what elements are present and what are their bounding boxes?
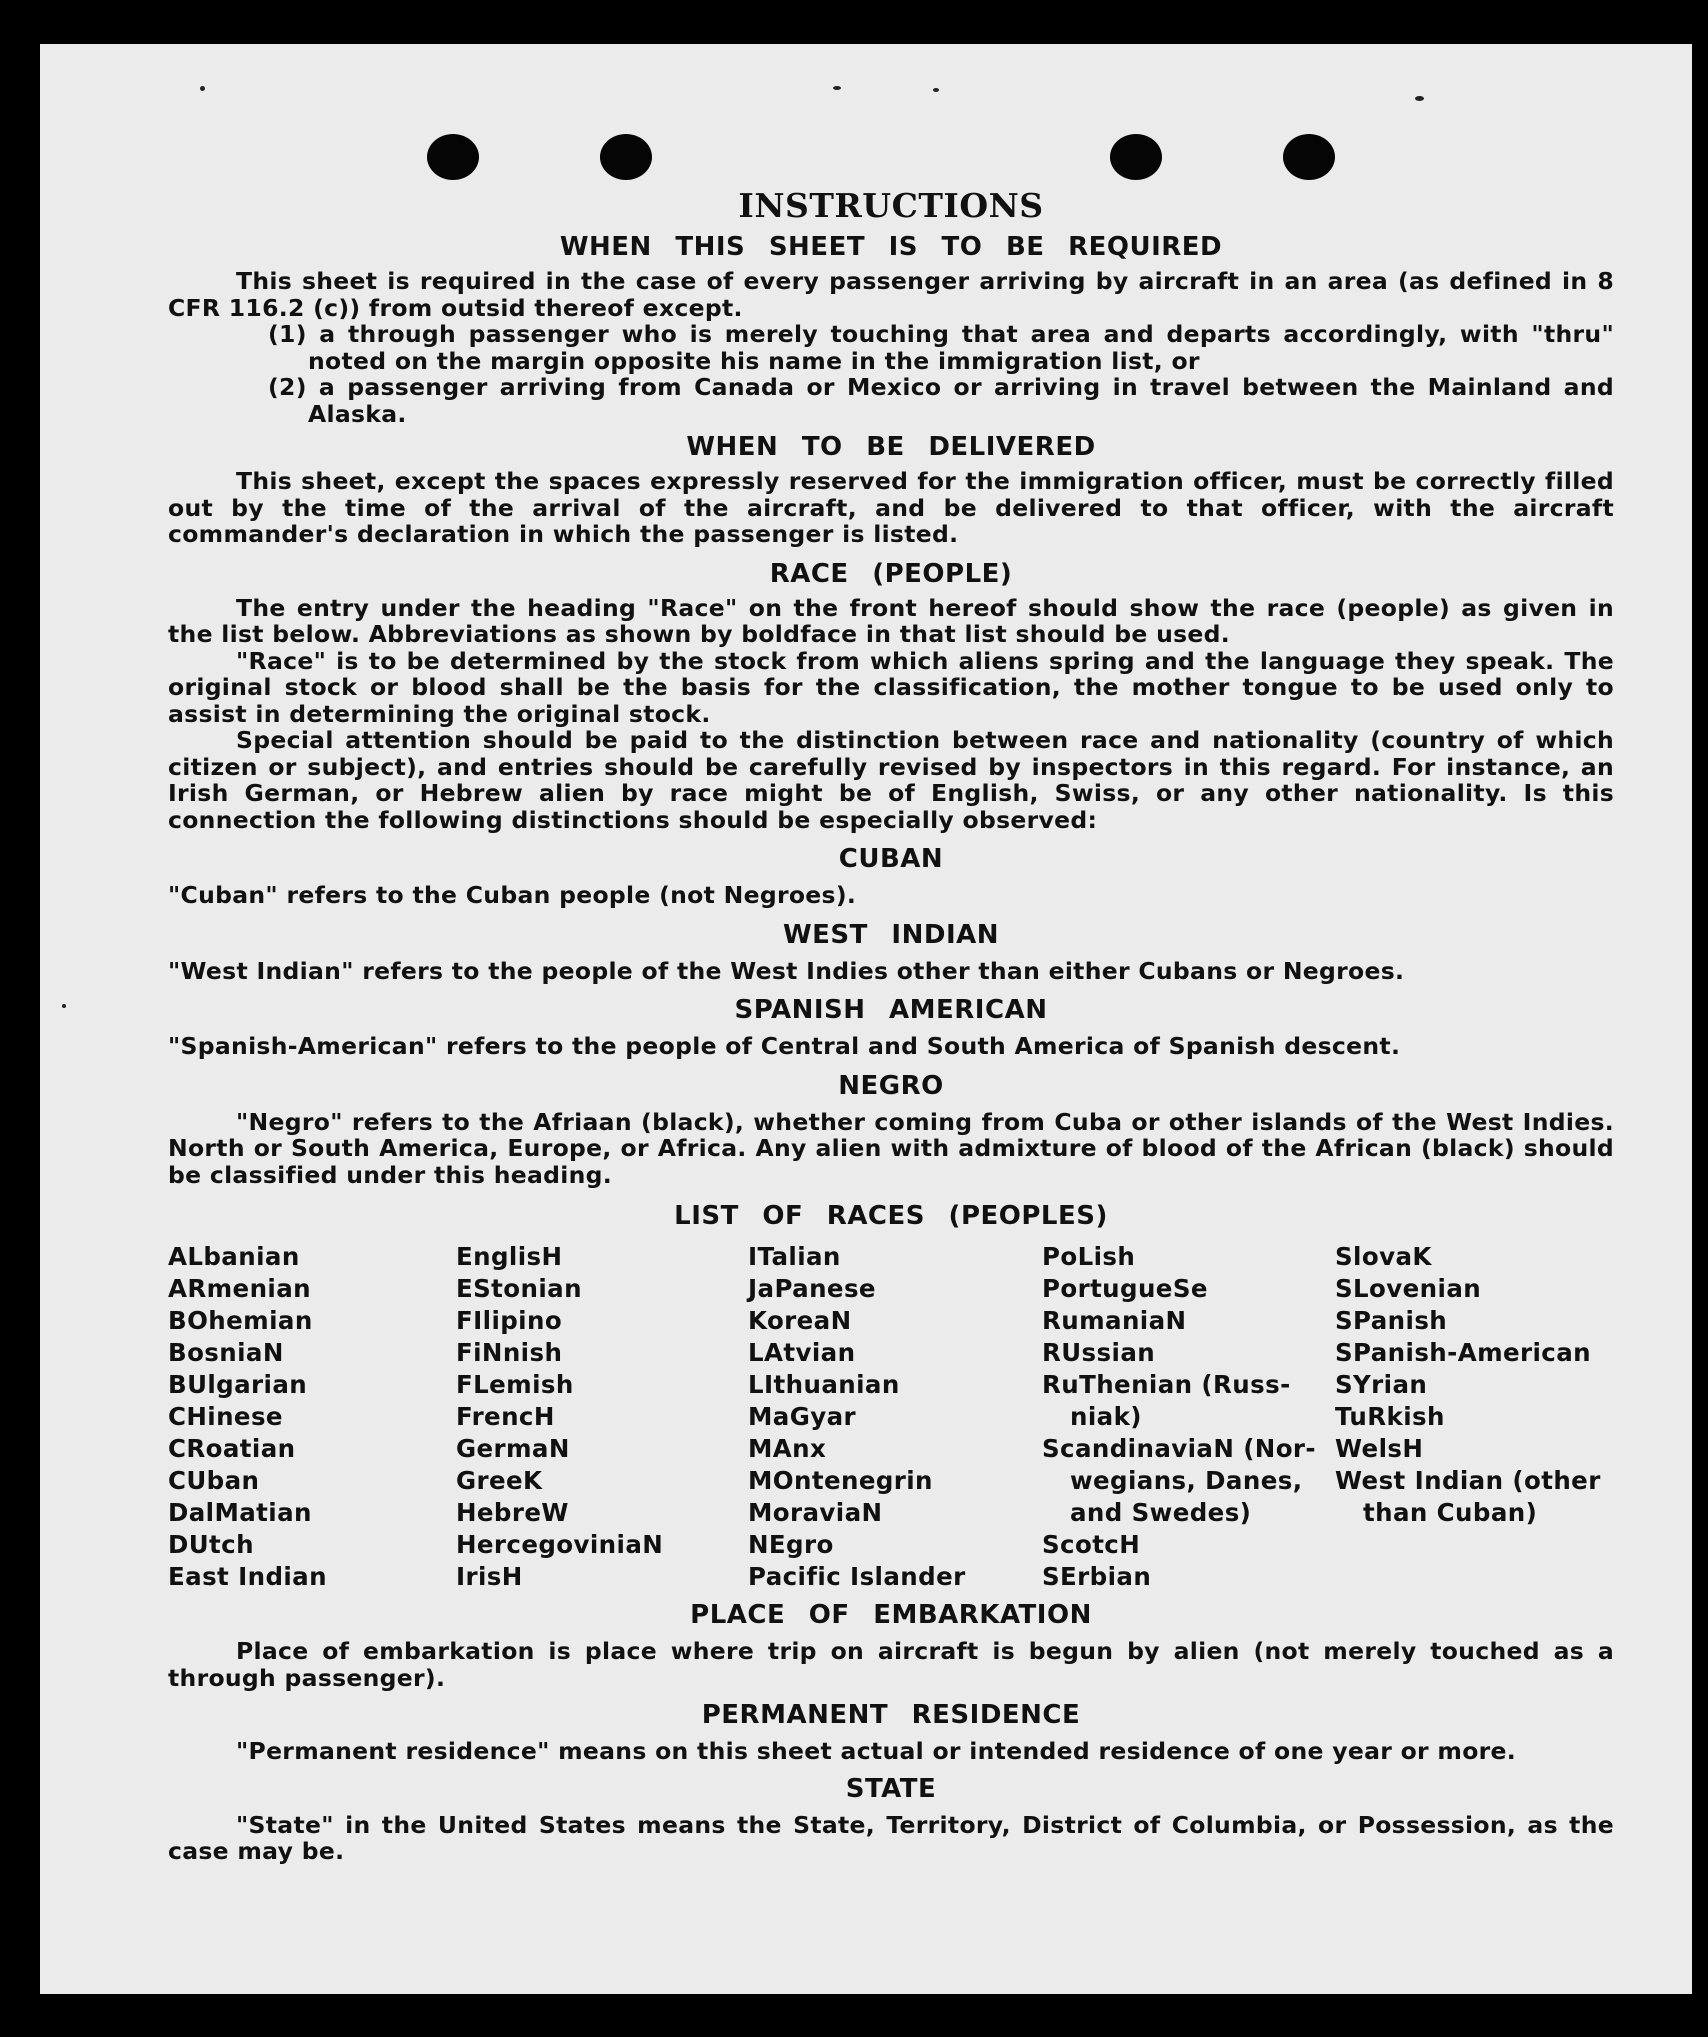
race-item: MoraviaN (748, 1498, 883, 1527)
page-title: INSTRUCTIONS (738, 186, 1044, 225)
race-item: TuRkish (1335, 1402, 1445, 1431)
negro-text: "Negro" refers to the Afriaan (black), whether coming from Cuba or other islands of the West Indies. North or South America, Europe, or Africa. Any alien with admixture of blood of the African (black) should be classified under this heading. (168, 1107, 1614, 1189)
race-item: EnglisH (456, 1242, 563, 1271)
spanish-american-text: "Spanish-American" refers to the people of Central and South America of Spanish descent. (168, 1032, 1401, 1060)
races-column-4 (1042, 1241, 1335, 1593)
race-item: ScotcH (1042, 1530, 1141, 1559)
punch-hole (427, 134, 479, 180)
race-item: SlovaK (1335, 1242, 1432, 1271)
race-item: BosniaN (168, 1338, 284, 1367)
race-item: LIthuanian (748, 1370, 900, 1399)
race-item: East Indian (168, 1562, 327, 1591)
speck (200, 86, 205, 91)
delivered-text: This sheet, except the spaces expressly reserved for the immigration officer, must be correctly filled out by the time of the arrival of the aircraft, and be delivered to that officer, with the aircraft commander's declaration in which the passenger is listed. (168, 467, 1614, 548)
races-column-1 (168, 1241, 456, 1593)
race-item: GermaN (456, 1434, 570, 1463)
race-item: KoreaN (748, 1306, 852, 1335)
race-item: JaPanese (748, 1274, 876, 1303)
section-heading-state: STATE (845, 1773, 937, 1804)
required-exception-2: (2) a passenger arriving from Canada or Mexico or arriving in travel between the Mainland and Alaska. (268, 373, 1614, 428)
races-column-2 (456, 1241, 748, 1593)
required-intro: This sheet is required in the case of every passenger arriving by aircraft in an area (as defined in 8 CFR 116.2 (c)) from outsid thereof except. (168, 267, 1614, 322)
race-item: SPanish-American (1335, 1338, 1591, 1367)
race-item: CHinese (168, 1402, 283, 1431)
race-item: SErbian (1042, 1562, 1152, 1591)
race-item: DUtch (168, 1530, 254, 1559)
race-item: PortugueSe (1042, 1274, 1208, 1303)
race-item: Pacific Islander (748, 1562, 966, 1591)
race-item: FrencH (456, 1402, 555, 1431)
race-paragraph-1: The entry under the heading "Race" on the front hereof should show the race (people) as given in the list below. Abbreviations as shown by boldface in that list should be used. (168, 593, 1614, 648)
section-heading-residence: PERMANENT RESIDENCE (701, 1700, 1081, 1730)
residence-text: "Permanent residence" means on this sheet actual or intended residence of one year or more. (236, 1737, 1516, 1765)
section-heading-required: WHEN THIS SHEET IS TO BE REQUIRED (559, 232, 1223, 262)
race-item: wegians, Danes, (1070, 1466, 1303, 1495)
race-item: WelsH (1335, 1434, 1424, 1463)
race-item: than Cuban) (1363, 1498, 1538, 1527)
race-item: HercegoviniaN (456, 1530, 664, 1559)
punch-hole (1283, 134, 1335, 180)
race-item: RumaniaN (1042, 1306, 1187, 1335)
race-item: FiNnish (456, 1338, 563, 1367)
races-column-5 (1335, 1241, 1614, 1593)
race-item: MOntenegrin (748, 1466, 933, 1495)
race-item: CRoatian (168, 1434, 296, 1463)
race-item: BOhemian (168, 1306, 313, 1335)
race-paragraph-3: Special attention should be paid to the distinction between race and nationality (country of which citizen or subject), and entries should be carefully revised by inspectors in this regard. For instance, an Irish German, or Hebrew alien by race might be of English, Swiss, or any other nationality. Is this connection the following distinctions should be especially observed: (168, 726, 1614, 834)
race-paragraph-2: "Race" is to be determined by the stock from which aliens spring and the language they speak. The original stock or blood shall be the basis for the classification, the mother tongue to be used only to assist in determining the original stock. (168, 646, 1614, 728)
race-item: ITalian (748, 1242, 841, 1271)
race-item: GreeK (456, 1466, 543, 1495)
race-item: HebreW (456, 1498, 569, 1527)
races-list (168, 1241, 1614, 1593)
embarkation-text: Place of embarkation is place where trip on aircraft is begun by alien (not merely touched as a through passenger). (168, 1637, 1614, 1692)
section-heading-cuban: CUBAN (838, 844, 944, 874)
race-item: SYrian (1335, 1370, 1428, 1399)
punch-hole (600, 134, 652, 180)
race-item: SLovenian (1335, 1274, 1482, 1303)
west-indian-text: "West Indian" refers to the people of the West Indies other than either Cubans or Negroes. (168, 956, 1405, 985)
section-heading-negro: NEGRO (838, 1070, 944, 1101)
document-page (40, 44, 1692, 1994)
speck (1415, 96, 1424, 101)
race-item: RUssian (1042, 1338, 1156, 1367)
race-item: EStonian (456, 1274, 582, 1303)
speck (62, 1004, 66, 1008)
race-item: ARmenian (168, 1274, 311, 1303)
required-exception-1: (1) a through passenger who is merely touching that area and departs accordingly, with "thru" noted on the margin opposite his name in the immigration list, or (268, 320, 1614, 375)
race-item: West Indian (other (1335, 1466, 1601, 1495)
race-item: MaGyar (748, 1402, 857, 1431)
section-heading-west-indian: WEST INDIAN (782, 919, 1000, 950)
race-item: SPanish (1335, 1306, 1448, 1335)
speck (933, 88, 939, 92)
race-item: FIlipino (456, 1306, 563, 1335)
race-item: ScandinaviaN (Nor- (1042, 1434, 1316, 1463)
race-item: CUban (168, 1466, 260, 1495)
race-item: BUlgarian (168, 1370, 308, 1399)
section-heading-delivered: WHEN TO BE DELIVERED (686, 432, 1096, 462)
race-item: LAtvian (748, 1338, 856, 1367)
speck (833, 86, 841, 90)
instructions-content (168, 186, 1614, 1865)
race-item: IrisH (456, 1562, 523, 1591)
section-heading-list-of-races: LIST OF RACES (PEOPLES) (674, 1201, 1108, 1231)
race-item: NEgro (748, 1530, 834, 1559)
section-heading-embarkation: PLACE OF EMBARKATION (690, 1600, 1092, 1630)
race-item: ALbanian (168, 1242, 300, 1271)
cuban-text: "Cuban" refers to the Cuban people (not Negroes). (168, 881, 857, 909)
race-item: RuThenian (Russ- (1042, 1370, 1291, 1399)
race-item: FLemish (456, 1370, 574, 1399)
state-text: "State" in the United States means the State, Territory, District of Columbia, or Possession, as the case may be. (168, 1810, 1614, 1865)
race-item: DalMatian (168, 1498, 312, 1527)
section-heading-spanish-american: SPANISH AMERICAN (734, 995, 1048, 1025)
race-item: PoLish (1042, 1242, 1136, 1271)
punch-hole (1110, 134, 1162, 180)
race-item: niak) (1070, 1402, 1142, 1431)
race-item: and Swedes) (1070, 1498, 1252, 1527)
race-item: MAnx (748, 1434, 827, 1463)
section-heading-race: RACE (PEOPLE) (769, 558, 1013, 589)
races-column-3 (748, 1241, 1042, 1593)
